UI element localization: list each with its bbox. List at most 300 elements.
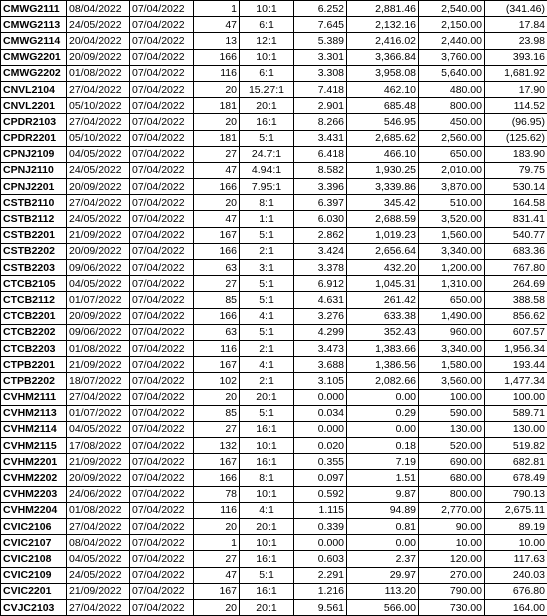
conversion-ratio-cell: 1:1: [240, 211, 294, 227]
difference-cell: 2,675.11: [485, 502, 547, 518]
valuation-date-cell: 07/04/2022: [130, 1, 194, 17]
warrant-code-cell: CSTB2112: [1, 211, 67, 227]
theoretical-value-cell: 685.48: [347, 98, 419, 114]
difference-cell: 683.36: [485, 243, 547, 259]
warrant-code-cell: CSTB2202: [1, 243, 67, 259]
warrant-code-cell: CVIC2108: [1, 551, 67, 567]
conversion-ratio-cell: 8:1: [240, 470, 294, 486]
valuation-date-cell: 07/04/2022: [130, 243, 194, 259]
warrant-code-cell: CTCB2203: [1, 340, 67, 356]
theoretical-value-cell: 1,019.23: [347, 227, 419, 243]
market-price-cell: 590.00: [419, 405, 485, 421]
maturity-date-cell: 01/07/2022: [67, 292, 130, 308]
days-remaining-cell: 27: [194, 146, 240, 162]
difference-cell: 164.58: [485, 195, 547, 211]
days-remaining-cell: 132: [194, 438, 240, 454]
difference-cell: 678.49: [485, 470, 547, 486]
warrant-code-cell: CVHM2111: [1, 389, 67, 405]
days-remaining-cell: 166: [194, 179, 240, 195]
warrant-code-cell: CVHM2203: [1, 486, 67, 502]
conversion-ratio-cell: 10:1: [240, 1, 294, 17]
days-remaining-cell: 166: [194, 49, 240, 65]
maturity-date-cell: 09/06/2022: [67, 324, 130, 340]
table-row: [1, 438, 547, 454]
price-value-cell: 6.397: [294, 195, 347, 211]
warrant-code-cell: CSTB2110: [1, 195, 67, 211]
conversion-ratio-cell: 5:1: [240, 324, 294, 340]
theoretical-value-cell: 2,132.16: [347, 17, 419, 33]
table-row: [1, 340, 547, 356]
warrant-code-cell: CVHM2202: [1, 470, 67, 486]
theoretical-value-cell: 0.00: [347, 421, 419, 437]
conversion-ratio-cell: 6:1: [240, 65, 294, 81]
price-value-cell: 3.396: [294, 179, 347, 195]
difference-cell: 1,681.92: [485, 65, 547, 81]
maturity-date-cell: 08/04/2022: [67, 1, 130, 17]
theoretical-value-cell: 1,045.31: [347, 276, 419, 292]
maturity-date-cell: 05/10/2022: [67, 98, 130, 114]
price-value-cell: 6.418: [294, 146, 347, 162]
warrant-code-cell: CMWG2113: [1, 17, 67, 33]
maturity-date-cell: 21/09/2022: [67, 454, 130, 470]
difference-cell: 607.57: [485, 324, 547, 340]
conversion-ratio-cell: 20:1: [240, 98, 294, 114]
conversion-ratio-cell: 5:1: [240, 227, 294, 243]
price-value-cell: 0.000: [294, 535, 347, 551]
maturity-date-cell: 01/08/2022: [67, 340, 130, 356]
conversion-ratio-cell: 12:1: [240, 33, 294, 49]
market-price-cell: 2,540.00: [419, 1, 485, 17]
price-value-cell: 5.389: [294, 33, 347, 49]
table-row: [1, 179, 547, 195]
conversion-ratio-cell: 16:1: [240, 454, 294, 470]
warrant-code-cell: CPNJ2109: [1, 146, 67, 162]
market-price-cell: 100.00: [419, 389, 485, 405]
days-remaining-cell: 47: [194, 162, 240, 178]
maturity-date-cell: 21/09/2022: [67, 357, 130, 373]
maturity-date-cell: 24/06/2022: [67, 486, 130, 502]
market-price-cell: 2,770.00: [419, 502, 485, 518]
conversion-ratio-cell: 20:1: [240, 389, 294, 405]
warrant-code-cell: CVHM2113: [1, 405, 67, 421]
days-remaining-cell: 85: [194, 292, 240, 308]
conversion-ratio-cell: 2:1: [240, 373, 294, 389]
maturity-date-cell: 01/08/2022: [67, 502, 130, 518]
table-row: [1, 162, 547, 178]
valuation-date-cell: 07/04/2022: [130, 49, 194, 65]
market-price-cell: 3,340.00: [419, 340, 485, 356]
warrant-code-cell: CSTB2201: [1, 227, 67, 243]
conversion-ratio-cell: 20:1: [240, 519, 294, 535]
days-remaining-cell: 20: [194, 599, 240, 615]
valuation-date-cell: 07/04/2022: [130, 33, 194, 49]
conversion-ratio-cell: 10:1: [240, 49, 294, 65]
valuation-date-cell: 07/04/2022: [130, 599, 194, 615]
maturity-date-cell: 27/04/2022: [67, 599, 130, 615]
valuation-date-cell: 07/04/2022: [130, 551, 194, 567]
market-price-cell: 5,640.00: [419, 65, 485, 81]
price-value-cell: 9.561: [294, 599, 347, 615]
conversion-ratio-cell: 5:1: [240, 567, 294, 583]
difference-cell: 79.75: [485, 162, 547, 178]
difference-cell: 589.71: [485, 405, 547, 421]
days-remaining-cell: 116: [194, 502, 240, 518]
price-value-cell: 0.097: [294, 470, 347, 486]
warrant-code-cell: CVHM2204: [1, 502, 67, 518]
market-price-cell: 3,340.00: [419, 243, 485, 259]
conversion-ratio-cell: 16:1: [240, 421, 294, 437]
difference-cell: 100.00: [485, 389, 547, 405]
maturity-date-cell: 21/09/2022: [67, 583, 130, 599]
days-remaining-cell: 167: [194, 227, 240, 243]
valuation-date-cell: 07/04/2022: [130, 519, 194, 535]
conversion-ratio-cell: 4.94:1: [240, 162, 294, 178]
price-value-cell: 0.034: [294, 405, 347, 421]
difference-cell: 1,956.34: [485, 340, 547, 356]
days-remaining-cell: 1: [194, 1, 240, 17]
theoretical-value-cell: 0.18: [347, 438, 419, 454]
valuation-date-cell: 07/04/2022: [130, 502, 194, 518]
theoretical-value-cell: 0.29: [347, 405, 419, 421]
market-price-cell: 2,010.00: [419, 162, 485, 178]
price-value-cell: 3.431: [294, 130, 347, 146]
theoretical-value-cell: 2.37: [347, 551, 419, 567]
table-row: [1, 211, 547, 227]
theoretical-value-cell: 2,688.59: [347, 211, 419, 227]
days-remaining-cell: 166: [194, 470, 240, 486]
table-row: [1, 146, 547, 162]
maturity-date-cell: 24/05/2022: [67, 17, 130, 33]
conversion-ratio-cell: 4:1: [240, 502, 294, 518]
market-price-cell: 3,520.00: [419, 211, 485, 227]
warrant-code-cell: CTPB2201: [1, 357, 67, 373]
warrant-code-cell: CPDR2103: [1, 114, 67, 130]
market-price-cell: 800.00: [419, 98, 485, 114]
warrant-code-cell: CPDR2201: [1, 130, 67, 146]
price-value-cell: 4.299: [294, 324, 347, 340]
conversion-ratio-cell: 15.27:1: [240, 81, 294, 97]
theoretical-value-cell: 2,082.66: [347, 373, 419, 389]
maturity-date-cell: 17/08/2022: [67, 438, 130, 454]
difference-cell: 393.16: [485, 49, 547, 65]
warrant-code-cell: CNVL2201: [1, 98, 67, 114]
theoretical-value-cell: 0.00: [347, 389, 419, 405]
difference-cell: 114.52: [485, 98, 547, 114]
price-value-cell: 4.631: [294, 292, 347, 308]
days-remaining-cell: 85: [194, 405, 240, 421]
difference-cell: 89.19: [485, 519, 547, 535]
table-row: [1, 276, 547, 292]
table-row: [1, 308, 547, 324]
price-value-cell: 3.688: [294, 357, 347, 373]
theoretical-value-cell: 633.38: [347, 308, 419, 324]
theoretical-value-cell: 3,366.84: [347, 49, 419, 65]
price-value-cell: 1.216: [294, 583, 347, 599]
valuation-date-cell: 07/04/2022: [130, 130, 194, 146]
table-row: [1, 519, 547, 535]
warrant-code-cell: CMWG2202: [1, 65, 67, 81]
market-price-cell: 1,560.00: [419, 227, 485, 243]
difference-cell: 164.00: [485, 599, 547, 615]
maturity-date-cell: 20/09/2022: [67, 49, 130, 65]
table-row: [1, 357, 547, 373]
conversion-ratio-cell: 16:1: [240, 114, 294, 130]
difference-cell: 183.90: [485, 146, 547, 162]
table-row: [1, 243, 547, 259]
difference-cell: 790.13: [485, 486, 547, 502]
market-price-cell: 1,200.00: [419, 260, 485, 276]
theoretical-value-cell: 261.42: [347, 292, 419, 308]
maturity-date-cell: 09/06/2022: [67, 260, 130, 276]
market-price-cell: 90.00: [419, 519, 485, 535]
table-row: [1, 49, 547, 65]
theoretical-value-cell: 466.10: [347, 146, 419, 162]
price-value-cell: 0.020: [294, 438, 347, 454]
theoretical-value-cell: 113.20: [347, 583, 419, 599]
price-value-cell: 0.000: [294, 421, 347, 437]
price-value-cell: 0.000: [294, 389, 347, 405]
table-row: [1, 1, 547, 17]
market-price-cell: 2,440.00: [419, 33, 485, 49]
market-price-cell: 3,760.00: [419, 49, 485, 65]
market-price-cell: 480.00: [419, 81, 485, 97]
warrant-code-cell: CVIC2109: [1, 567, 67, 583]
theoretical-value-cell: 2,656.64: [347, 243, 419, 259]
theoretical-value-cell: 352.43: [347, 324, 419, 340]
theoretical-value-cell: 0.00: [347, 535, 419, 551]
warrant-code-cell: CMWG2111: [1, 1, 67, 17]
conversion-ratio-cell: 4:1: [240, 308, 294, 324]
warrant-code-cell: CTCB2202: [1, 324, 67, 340]
market-price-cell: 270.00: [419, 567, 485, 583]
days-remaining-cell: 167: [194, 583, 240, 599]
maturity-date-cell: 24/05/2022: [67, 211, 130, 227]
table-row: [1, 470, 547, 486]
price-value-cell: 6.252: [294, 1, 347, 17]
table-row: [1, 227, 547, 243]
conversion-ratio-cell: 2:1: [240, 243, 294, 259]
conversion-ratio-cell: 10:1: [240, 535, 294, 551]
warrant-code-cell: CNVL2104: [1, 81, 67, 97]
difference-cell: 388.58: [485, 292, 547, 308]
table-row: [1, 486, 547, 502]
warrant-code-cell: CPNJ2110: [1, 162, 67, 178]
price-value-cell: 3.276: [294, 308, 347, 324]
price-value-cell: 3.301: [294, 49, 347, 65]
days-remaining-cell: 13: [194, 33, 240, 49]
difference-cell: (125.62): [485, 130, 547, 146]
valuation-date-cell: 07/04/2022: [130, 146, 194, 162]
difference-cell: 1,477.34: [485, 373, 547, 389]
table-row: [1, 583, 547, 599]
market-price-cell: 3,870.00: [419, 179, 485, 195]
table-row: [1, 81, 547, 97]
warrant-code-cell: CVHM2114: [1, 421, 67, 437]
maturity-date-cell: 04/05/2022: [67, 146, 130, 162]
table-row: [1, 454, 547, 470]
days-remaining-cell: 27: [194, 276, 240, 292]
conversion-ratio-cell: 2:1: [240, 340, 294, 356]
market-price-cell: 2,560.00: [419, 130, 485, 146]
table-body: [1, 1, 547, 616]
market-price-cell: 1,310.00: [419, 276, 485, 292]
warrant-code-cell: CVIC2106: [1, 519, 67, 535]
market-price-cell: 10.00: [419, 535, 485, 551]
valuation-date-cell: 07/04/2022: [130, 65, 194, 81]
market-price-cell: 690.00: [419, 454, 485, 470]
days-remaining-cell: 166: [194, 243, 240, 259]
conversion-ratio-cell: 24.7:1: [240, 146, 294, 162]
maturity-date-cell: 04/05/2022: [67, 551, 130, 567]
theoretical-value-cell: 2,416.02: [347, 33, 419, 49]
table-row: [1, 98, 547, 114]
valuation-date-cell: 07/04/2022: [130, 195, 194, 211]
price-value-cell: 3.308: [294, 65, 347, 81]
valuation-date-cell: 07/04/2022: [130, 276, 194, 292]
warrant-code-cell: CTPB2202: [1, 373, 67, 389]
warrant-code-cell: CVIC2201: [1, 583, 67, 599]
table-row: [1, 389, 547, 405]
maturity-date-cell: 27/04/2022: [67, 114, 130, 130]
maturity-date-cell: 20/04/2022: [67, 33, 130, 49]
theoretical-value-cell: 9.87: [347, 486, 419, 502]
valuation-date-cell: 07/04/2022: [130, 114, 194, 130]
theoretical-value-cell: 462.10: [347, 81, 419, 97]
conversion-ratio-cell: 7.95:1: [240, 179, 294, 195]
price-value-cell: 6.030: [294, 211, 347, 227]
theoretical-value-cell: 29.97: [347, 567, 419, 583]
valuation-date-cell: 07/04/2022: [130, 567, 194, 583]
days-remaining-cell: 27: [194, 421, 240, 437]
table-row: [1, 324, 547, 340]
maturity-date-cell: 01/08/2022: [67, 65, 130, 81]
days-remaining-cell: 167: [194, 454, 240, 470]
theoretical-value-cell: 0.81: [347, 519, 419, 535]
table-row: [1, 65, 547, 81]
table-row: [1, 551, 547, 567]
table-row: [1, 130, 547, 146]
days-remaining-cell: 47: [194, 17, 240, 33]
market-price-cell: 130.00: [419, 421, 485, 437]
valuation-date-cell: 07/04/2022: [130, 583, 194, 599]
table-row: [1, 405, 547, 421]
maturity-date-cell: 05/10/2022: [67, 130, 130, 146]
conversion-ratio-cell: 5:1: [240, 292, 294, 308]
difference-cell: 264.69: [485, 276, 547, 292]
maturity-date-cell: 18/07/2022: [67, 373, 130, 389]
theoretical-value-cell: 432.20: [347, 260, 419, 276]
maturity-date-cell: 20/09/2022: [67, 470, 130, 486]
warrant-code-cell: CTCB2105: [1, 276, 67, 292]
price-value-cell: 3.473: [294, 340, 347, 356]
warrant-code-cell: CVJC2103: [1, 599, 67, 615]
conversion-ratio-cell: 16:1: [240, 583, 294, 599]
table-row: [1, 535, 547, 551]
difference-cell: 831.41: [485, 211, 547, 227]
table-row: [1, 502, 547, 518]
price-value-cell: 0.339: [294, 519, 347, 535]
days-remaining-cell: 47: [194, 567, 240, 583]
warrant-code-cell: CVIC2107: [1, 535, 67, 551]
valuation-date-cell: 07/04/2022: [130, 324, 194, 340]
price-value-cell: 1.115: [294, 502, 347, 518]
days-remaining-cell: 1: [194, 535, 240, 551]
difference-cell: 682.81: [485, 454, 547, 470]
table-row: [1, 260, 547, 276]
valuation-date-cell: 07/04/2022: [130, 98, 194, 114]
price-value-cell: 0.355: [294, 454, 347, 470]
difference-cell: 130.00: [485, 421, 547, 437]
conversion-ratio-cell: 5:1: [240, 276, 294, 292]
days-remaining-cell: 27: [194, 551, 240, 567]
maturity-date-cell: 27/04/2022: [67, 519, 130, 535]
valuation-date-cell: 07/04/2022: [130, 535, 194, 551]
market-price-cell: 800.00: [419, 486, 485, 502]
price-value-cell: 8.266: [294, 114, 347, 130]
maturity-date-cell: 27/04/2022: [67, 81, 130, 97]
conversion-ratio-cell: 20:1: [240, 599, 294, 615]
difference-cell: 240.03: [485, 567, 547, 583]
valuation-date-cell: 07/04/2022: [130, 438, 194, 454]
theoretical-value-cell: 94.89: [347, 502, 419, 518]
warrant-code-cell: CPNJ2201: [1, 179, 67, 195]
market-price-cell: 1,490.00: [419, 308, 485, 324]
market-price-cell: 650.00: [419, 292, 485, 308]
price-value-cell: 2.901: [294, 98, 347, 114]
valuation-date-cell: 07/04/2022: [130, 211, 194, 227]
days-remaining-cell: 47: [194, 211, 240, 227]
market-price-cell: 520.00: [419, 438, 485, 454]
days-remaining-cell: 166: [194, 308, 240, 324]
days-remaining-cell: 63: [194, 324, 240, 340]
table-row: [1, 599, 547, 615]
days-remaining-cell: 20: [194, 195, 240, 211]
difference-cell: 540.77: [485, 227, 547, 243]
valuation-date-cell: 07/04/2022: [130, 470, 194, 486]
theoretical-value-cell: 3,339.86: [347, 179, 419, 195]
days-remaining-cell: 20: [194, 81, 240, 97]
difference-cell: 193.44: [485, 357, 547, 373]
valuation-date-cell: 07/04/2022: [130, 357, 194, 373]
conversion-ratio-cell: 3:1: [240, 260, 294, 276]
market-price-cell: 680.00: [419, 470, 485, 486]
market-price-cell: 730.00: [419, 599, 485, 615]
days-remaining-cell: 63: [194, 260, 240, 276]
theoretical-value-cell: 566.00: [347, 599, 419, 615]
maturity-date-cell: 27/04/2022: [67, 389, 130, 405]
price-value-cell: 0.603: [294, 551, 347, 567]
valuation-date-cell: 07/04/2022: [130, 260, 194, 276]
valuation-date-cell: 07/04/2022: [130, 421, 194, 437]
valuation-date-cell: 07/04/2022: [130, 81, 194, 97]
market-price-cell: 450.00: [419, 114, 485, 130]
days-remaining-cell: 116: [194, 340, 240, 356]
conversion-ratio-cell: 5:1: [240, 130, 294, 146]
valuation-date-cell: 07/04/2022: [130, 486, 194, 502]
difference-cell: 10.00: [485, 535, 547, 551]
theoretical-value-cell: 1,386.56: [347, 357, 419, 373]
days-remaining-cell: 181: [194, 98, 240, 114]
maturity-date-cell: 24/05/2022: [67, 567, 130, 583]
difference-cell: 17.90: [485, 81, 547, 97]
days-remaining-cell: 78: [194, 486, 240, 502]
warrant-code-cell: CTCB2201: [1, 308, 67, 324]
price-value-cell: 6.912: [294, 276, 347, 292]
price-value-cell: 2.862: [294, 227, 347, 243]
table-row: [1, 373, 547, 389]
maturity-date-cell: 01/07/2022: [67, 405, 130, 421]
difference-cell: 856.62: [485, 308, 547, 324]
